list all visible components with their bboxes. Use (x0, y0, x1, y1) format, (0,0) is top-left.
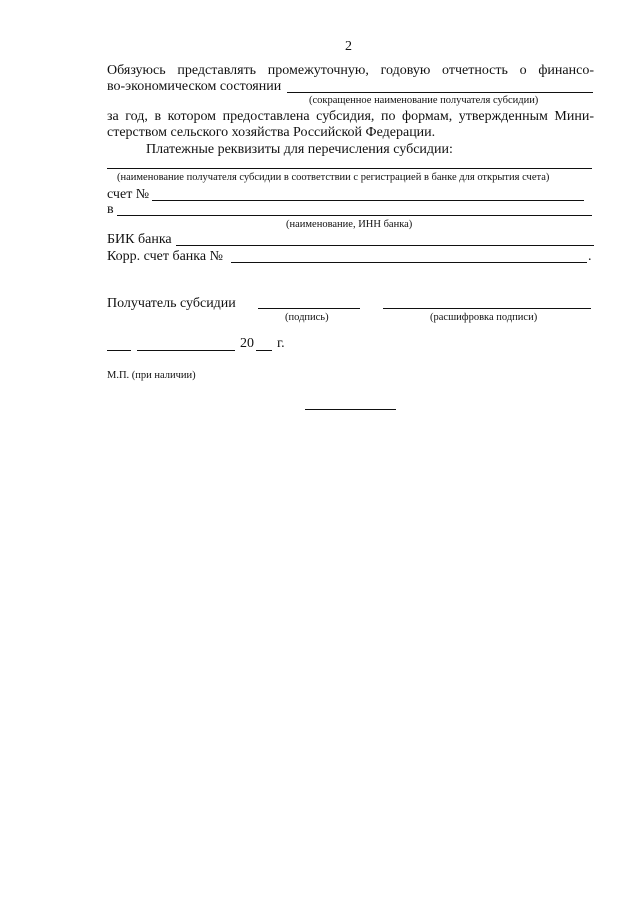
date-year-suffix: г. (277, 336, 285, 351)
caption-bank: (наименование, ИНН банка) (286, 219, 413, 230)
recipient-short-name-line (287, 92, 593, 93)
report-obligation-line-4: стерством сельского хозяйства Российской Федерации. (107, 125, 436, 140)
account-label: счет № (107, 187, 150, 202)
bik-line (176, 245, 594, 246)
date-day-line (107, 350, 131, 351)
report-obligation-line-2: во-экономическом состоянии (107, 79, 282, 94)
date-month-line (137, 350, 235, 351)
caption-decoding: (расшифровка подписи) (430, 312, 538, 323)
signature-line (258, 308, 360, 309)
caption-signature: (подпись) (285, 312, 329, 323)
corr-account-line (231, 262, 587, 263)
date-year-line (256, 350, 272, 351)
bank-prefix: в (107, 202, 114, 217)
corr-account-end: . (588, 249, 592, 264)
report-obligation-line-1: Обязуюсь представлять промежуточную, годовую отчетность о финансо- (107, 63, 594, 78)
end-separator (305, 409, 396, 410)
corr-account-label: Корр. счет банка № (107, 249, 223, 264)
report-obligation-line-3: за год, в котором предоставлена субсидия, по формам, утвержденным Мини- (107, 109, 594, 124)
payment-details-heading: Платежные реквизиты для перечисления субсидии: (146, 142, 453, 157)
recipient-label: Получатель субсидии (107, 296, 236, 311)
date-year-prefix: 20 (240, 336, 254, 351)
bank-name-line (117, 215, 592, 216)
account-number-line (152, 200, 584, 201)
recipient-name-line (107, 168, 592, 169)
page-number: 2 (345, 39, 352, 54)
stamp-note: М.П. (при наличии) (107, 370, 196, 381)
caption-recipient-name: (наименование получателя субсидии в соответствии с регистрацией в банке для открытия счета) (117, 172, 550, 183)
caption-short-name: (сокращенное наименование получателя субсидии) (309, 95, 539, 106)
signature-decoding-line (383, 308, 591, 309)
bik-label: БИК банка (107, 232, 172, 247)
